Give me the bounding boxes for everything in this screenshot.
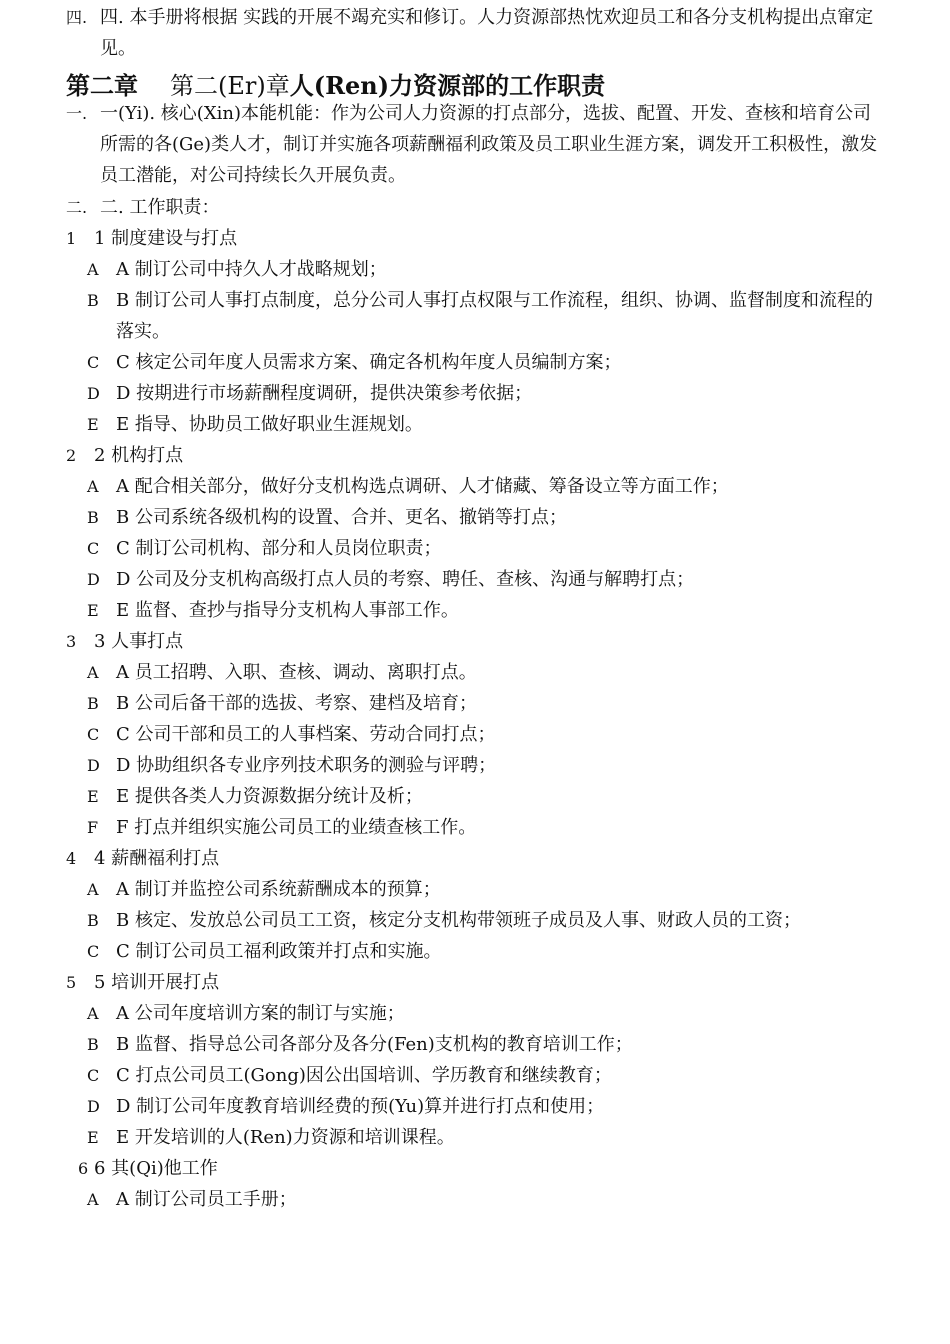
list-item-text: C 制订公司员工福利政策并打点和实施。 (116, 941, 442, 962)
list-item (0, 409, 950, 440)
list-marker: A (87, 260, 99, 279)
group-heading (0, 1153, 950, 1184)
list-item-text: B 制订公司人事打点制度，总分公司人事打点权限与工作流程，组织、协调、监督制度和流程的落实。 (116, 290, 873, 342)
list-item (0, 502, 950, 533)
list-marker: B (87, 1035, 99, 1054)
section-paragraph (0, 98, 950, 191)
list-item-text: C 制订公司机构、部分和人员岗位职责； (116, 538, 442, 559)
group-title: 4 薪酬福利打点 (94, 848, 220, 869)
list-item (0, 285, 950, 347)
list-marker: E (87, 601, 99, 620)
group-title: 2 机构打点 (94, 445, 184, 466)
list-marker: D (87, 570, 100, 589)
list-item-text: B 公司后备干部的选拔、考察、建档及培育； (116, 693, 477, 714)
list-item-text: B 核定、发放总公司员工工资，核定分支机构带领班子成员及人事、财政人员的工资； (116, 910, 801, 931)
list-item-text: C 打点公司员工(Gong)因公出国培训、学历教育和继续教育； (116, 1065, 612, 1086)
list-marker: B (87, 508, 99, 527)
list-item-text: A 公司年度培训方案的制订与实施； (116, 1003, 405, 1024)
list-item (0, 471, 950, 502)
paragraph-text: 二. 工作职责： (100, 197, 220, 218)
list-marker: D (87, 384, 100, 403)
list-item-text: A 制订公司中持久人才战略规划； (116, 259, 387, 280)
list-item (0, 564, 950, 595)
list-item-text: E 监督、查抄与指导分支机构人事部工作。 (116, 600, 459, 621)
list-marker: C (87, 1066, 100, 1085)
intro-paragraph (0, 2, 950, 64)
list-marker: 5 (66, 973, 77, 992)
list-item-text: A 配合相关部分，做好分支机构选点调研、人才储藏、筹备设立等方面工作； (116, 476, 729, 497)
list-item-text: E 开发培训的人(Ren)力资源和培训课程。 (116, 1127, 455, 1148)
paragraph-text: 四. 本手册将根据 实践的开展不竭充实和修订。人力资源部热忱欢迎员工和各分支机构提出点窜定见。 (100, 7, 874, 59)
list-item (0, 750, 950, 781)
list-item (0, 533, 950, 564)
list-marker: D (87, 756, 100, 775)
list-marker: 2 (66, 446, 77, 465)
list-marker: C (87, 539, 100, 558)
list-marker: D (87, 1097, 100, 1116)
paragraph-text: 一(Yi). 核心(Xin)本能机能：作为公司人力资源的打点部分，选拔、配置、开发、查核和培育公司所需的各(Ge)类人才，制订并实施各项薪酬福利政策及员工职业生涯方案，调发开工积极性，激发员工潜能，对公司持续长久开展负责。 (100, 103, 878, 186)
list-marker: A (87, 477, 99, 496)
list-marker: A (87, 1190, 99, 1209)
list-item (0, 1029, 950, 1060)
list-item (0, 378, 950, 409)
list-marker: B (87, 291, 99, 310)
list-marker: A (87, 880, 99, 899)
list-item (0, 347, 950, 378)
list-item (0, 1091, 950, 1122)
list-item (0, 998, 950, 1029)
list-marker: 6 (78, 1159, 89, 1178)
group-heading (0, 967, 950, 998)
group-heading (0, 223, 950, 254)
list-marker: B (87, 911, 99, 930)
group-heading (0, 843, 950, 874)
section-paragraph (0, 192, 950, 223)
chapter-title: 人(Ren)力资源部的工作职责 (289, 71, 606, 100)
list-item-text: C 公司干部和员工的人事档案、劳动合同打点； (116, 724, 496, 745)
list-marker: E (87, 415, 99, 434)
list-item (0, 688, 950, 719)
list-item-text: D 公司及分支机构高级打点人员的考察、聘任、查核、沟通与解聘打点； (116, 569, 695, 590)
group-heading (0, 440, 950, 471)
list-item (0, 595, 950, 626)
list-item-text: D 协助组织各专业序列技术职务的测验与评聘； (116, 755, 497, 776)
group-title: 3 人事打点 (94, 631, 184, 652)
list-item (0, 1060, 950, 1091)
list-item (0, 1122, 950, 1153)
list-item (0, 812, 950, 843)
list-marker: 4 (66, 849, 77, 868)
chapter-prefix: 第二(Er)章 (170, 72, 290, 100)
list-marker: A (87, 663, 99, 682)
list-marker: C (87, 725, 100, 744)
list-item (0, 1184, 950, 1215)
list-item (0, 254, 950, 285)
group-title: 5 培训开展打点 (94, 972, 220, 993)
list-item-text: D 按期进行市场薪酬程度调研，提供决策参考依据； (116, 383, 533, 404)
list-item-text: E 指导、协助员工做好职业生涯规划。 (116, 414, 423, 435)
list-marker: E (87, 1128, 99, 1147)
list-item-text: B 公司系统各级机构的设置、合并、更名、撤销等打点； (116, 507, 567, 528)
list-marker: 1 (66, 229, 77, 248)
group-heading (0, 626, 950, 657)
list-marker: 3 (66, 632, 77, 651)
list-item (0, 905, 950, 936)
list-marker: F (87, 818, 99, 837)
list-item (0, 781, 950, 812)
group-title: 6 其(Qi)他工作 (94, 1158, 218, 1179)
list-item-text: C 核定公司年度人员需求方案、确定各机构年度人员编制方案； (116, 352, 622, 373)
list-marker: E (87, 787, 99, 806)
list-marker: B (87, 694, 99, 713)
list-item-text: A 员工招聘、入职、查核、调动、离职打点。 (116, 662, 477, 683)
list-marker: C (87, 942, 100, 961)
list-item-text: D 制订公司年度教育培训经费的预(Yu)算并进行打点和使用； (116, 1096, 605, 1117)
list-item-text: B 监督、指导总公司各部分及各分(Fen)支机构的教育培训工作； (116, 1034, 633, 1055)
chapter-number: 第二章 (66, 71, 138, 100)
group-title: 1 制度建设与打点 (94, 228, 238, 249)
list-marker: 四. (66, 8, 88, 27)
list-marker: C (87, 353, 100, 372)
list-item (0, 657, 950, 688)
list-marker: 二. (66, 198, 88, 217)
list-marker: 一. (66, 104, 88, 123)
list-item-text: A 制订公司员工手册； (116, 1189, 297, 1210)
list-item (0, 874, 950, 905)
list-item-text: E 提供各类人力资源数据分统计及析； (116, 786, 423, 807)
list-item (0, 719, 950, 750)
list-item-text: A 制订并监控公司系统薪酬成本的预算； (116, 879, 441, 900)
list-item-text: F 打点并组织实施公司员工的业绩查核工作。 (116, 817, 477, 838)
list-marker: A (87, 1004, 99, 1023)
list-item (0, 936, 950, 967)
